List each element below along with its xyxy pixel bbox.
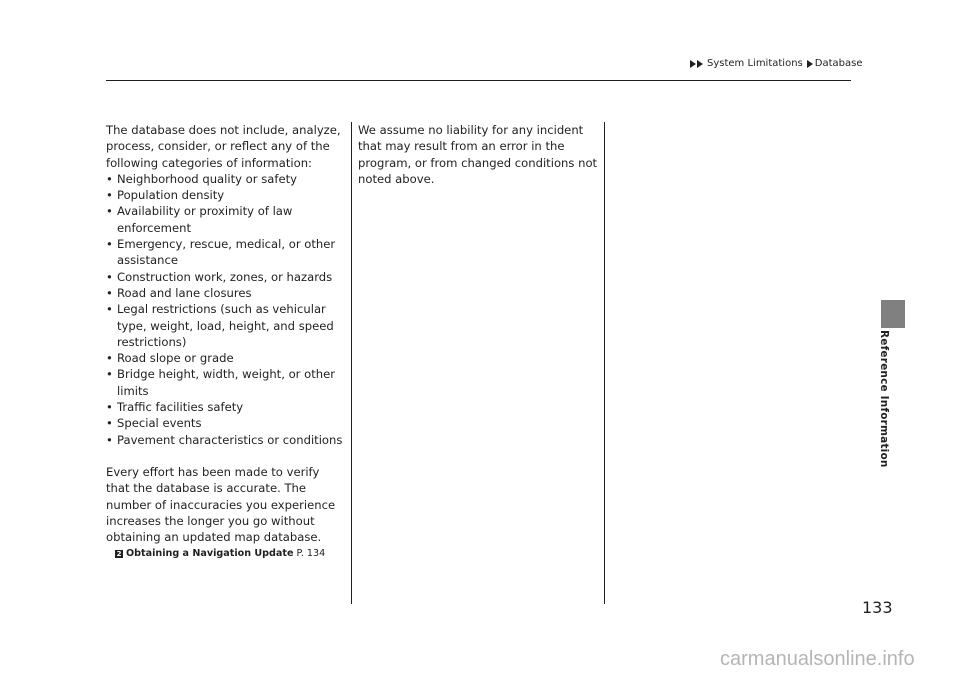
list-item: • Traffic facilities safety <box>106 400 244 415</box>
header-rule <box>106 80 851 81</box>
list-item: • Bridge height, width, weight, or other limits <box>106 367 336 398</box>
bullet-icon: • <box>106 237 113 252</box>
bullet-icon: • <box>106 367 113 382</box>
cross-reference-page: P. 134 <box>296 548 326 560</box>
list-item: • Road slope or grade <box>106 351 234 366</box>
liability-paragraph: We assume no liability for any incident that may result from an error in the program, or from changed conditions not noted above. <box>358 123 598 186</box>
left-column <box>106 122 346 561</box>
breadcrumb-item-system-limitations[interactable]: System Limitations <box>707 58 803 69</box>
list-item: • Special events <box>106 416 202 431</box>
list-item: • Neighborhood quality or safety <box>106 171 297 186</box>
breadcrumb <box>690 58 863 69</box>
list-item: • Emergency, rescue, medical, or other assistance <box>106 237 336 268</box>
cross-reference-icon: 2 <box>116 550 122 559</box>
bullet-icon: • <box>106 432 113 447</box>
bullet-icon: • <box>106 416 113 431</box>
list-item: • Legal restrictions (such as vehicular type, weight, load, height, and speed restrictions) <box>106 302 334 349</box>
list-item: • Road and lane closures <box>106 285 252 300</box>
arrow-right-icon <box>807 60 813 68</box>
arrow-right-icon <box>697 60 703 68</box>
watermark: carmanualsonline.info <box>720 648 915 670</box>
bullet-icon: • <box>106 285 113 300</box>
cross-reference-title: Obtaining a Navigation Update <box>126 548 294 560</box>
page-number: 133 <box>862 598 893 617</box>
bullet-icon: • <box>106 302 113 317</box>
list-item: • Availability or proximity of law enforcement <box>106 204 293 235</box>
section-tab-label: Reference Information <box>878 330 890 468</box>
intro-paragraph: The database does not include, analyze, process, consider, or reflect any of the following categories of information: <box>106 123 341 170</box>
right-column <box>358 122 602 187</box>
list-item: • Construction work, zones, or hazards <box>106 269 333 284</box>
bullet-icon: • <box>106 351 113 366</box>
list-item: • Pavement characteristics or conditions <box>106 432 343 447</box>
cross-reference-link[interactable] <box>106 547 346 561</box>
arrow-right-icon <box>690 60 696 68</box>
bullet-icon: • <box>106 204 113 219</box>
bullet-icon: • <box>106 171 113 186</box>
section-tab-marker <box>881 300 905 328</box>
column-divider <box>351 122 352 604</box>
bullet-icon: • <box>106 188 113 203</box>
info-category-list <box>106 171 346 448</box>
accuracy-paragraph: Every effort has been made to verify that the database is accurate. The number of inaccuracies you experience increases the longer you go without obtaining an updated map database. <box>106 464 336 545</box>
bullet-icon: • <box>106 400 113 415</box>
column-divider <box>604 122 605 604</box>
breadcrumb-item-database: Database <box>814 58 863 69</box>
list-item: • Population density <box>106 188 225 203</box>
bullet-icon: • <box>106 269 113 284</box>
